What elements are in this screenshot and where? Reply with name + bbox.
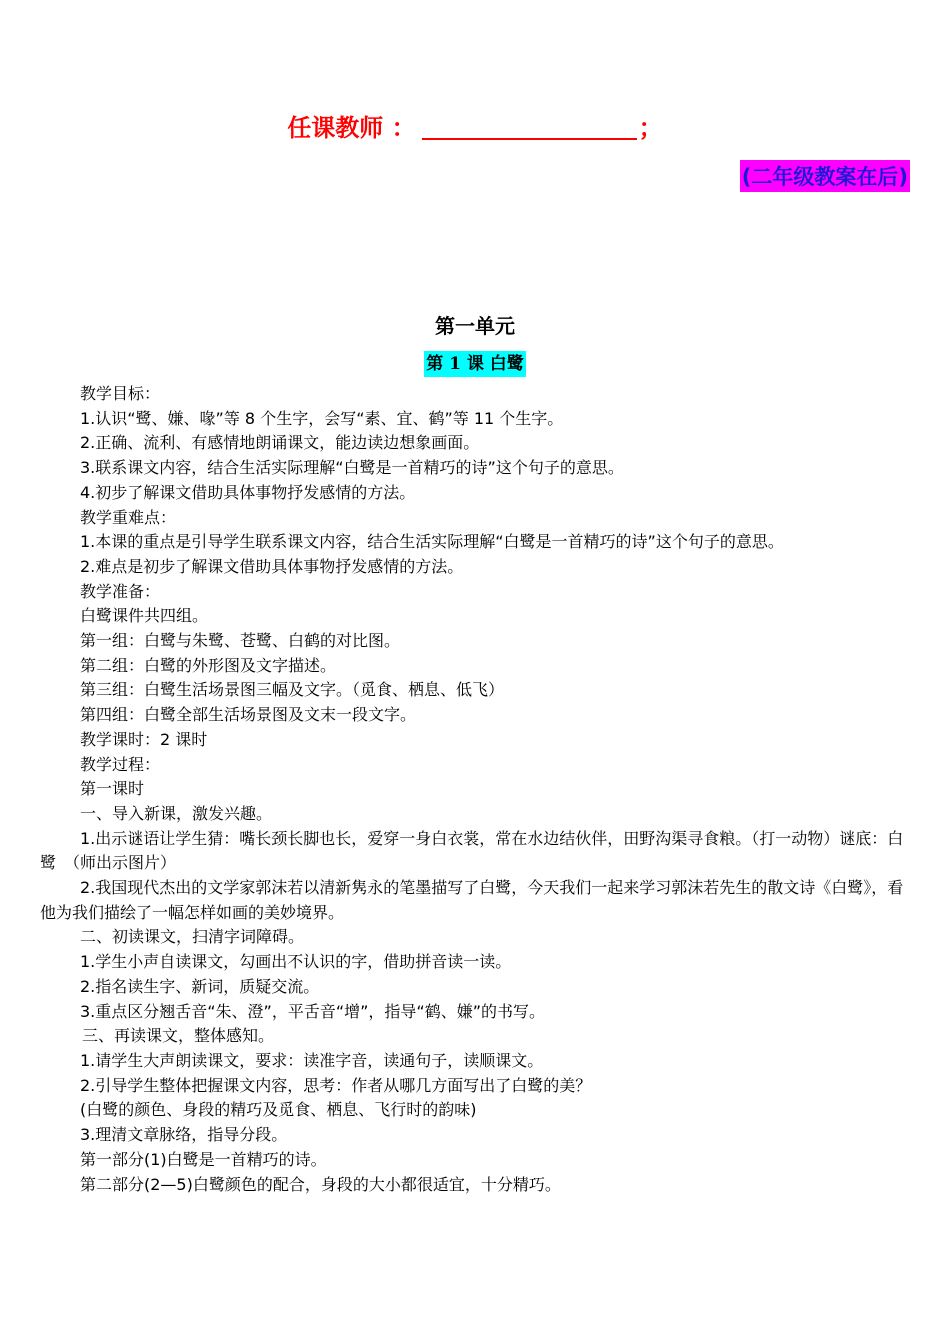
grade-note: (二年级教案在后) [740, 160, 910, 192]
paragraph: 三、再读课文，整体感知。 [82, 1026, 275, 1046]
paragraph: 一、导入新课，激发兴趣。 [80, 803, 273, 823]
paragraph: 教学过程： [80, 754, 161, 774]
paragraph: 1.请学生大声朗读课文，要求：读准字音，读通句子，读顺课文。 [80, 1050, 544, 1070]
lesson-title-wrap [0, 351, 950, 377]
paragraph: 第一部分(1)白鹭是一首精巧的诗。 [80, 1149, 327, 1169]
paragraph: 第二组：白鹭的外形图及文字描述。 [80, 655, 337, 675]
paragraph: 3.理清文章脉络，指导分段。 [80, 1125, 288, 1145]
paragraph: 2.引导学生整体把握课文内容，思考：作者从哪几方面写出了白鹭的美？ [80, 1075, 592, 1095]
paragraph: 第一组：白鹭与朱鹭、苍鹭、白鹤的对比图。 [80, 631, 401, 651]
paragraph: 白鹭课件共四组。 [80, 606, 209, 626]
paragraph: 第四组：白鹭全部生活场景图及文末一段文字。 [80, 705, 417, 725]
paragraph: 2.难点是初步了解课文借助具体事物抒发感情的方法。 [80, 556, 464, 576]
paragraph: 教学目标： [80, 384, 161, 403]
lesson-body [40, 382, 910, 1197]
paragraph: 第一课时 [80, 779, 145, 799]
paragraph: 1.认识“鹭、嫌、喙”等 8 个生字，会写“素、宜、鹤”等 11 个生字。 [80, 408, 564, 428]
lesson-title: 第 1 课 白鹭 [424, 351, 526, 377]
paragraph: 1.出示谜语让学生猜：嘴长颈长脚也长，爱穿一身白衣裳，常在水边结伙伴，田野沟渠寻食粮。（打一动物）谜底：白鹭 （师出示图片） [40, 828, 904, 873]
teacher-line-end: ； [638, 113, 663, 142]
paragraph: 第二部分(2—5)白鹭颜色的配合，身段的大小都很适宜，十分精巧。 [80, 1174, 561, 1194]
paragraph: 4.初步了解课文借助具体事物抒发感情的方法。 [80, 482, 416, 502]
paragraph: 1.学生小声自读课文，勾画出不认识的字，借助拼音读一读。 [80, 952, 512, 972]
paragraph: 2.正确、流利、有感情地朗诵课文，能边读边想象画面。 [80, 433, 480, 453]
teacher-line [0, 108, 950, 143]
paragraph: 3.联系课文内容，结合生活实际理解“白鹭是一首精巧的诗”这个句子的意思。 [80, 458, 624, 478]
paragraph: 第三组：白鹭生活场景图三幅及文字。（觅食、栖息、低飞） [80, 680, 505, 700]
paragraph: 2.指名读生字、新词，质疑交流。 [80, 976, 320, 996]
teacher-label: 任课教师 ： [287, 113, 416, 142]
paragraph: 教学重难点： [80, 507, 177, 527]
paragraph: 教学课时：2 课时 [80, 729, 208, 749]
paragraph: 1.本课的重点是引导学生联系课文内容，结合生活实际理解“白鹭是一首精巧的诗”这个句子的意思。 [80, 532, 784, 552]
teacher-name-blank [422, 112, 637, 140]
paragraph: 教学准备： [80, 581, 161, 601]
paragraph: 3.重点区分翘舌音“朱、澄”，平舌音“增”，指导“鹤、嫌”的书写。 [80, 1001, 546, 1021]
unit-title: 第一单元 [435, 314, 515, 338]
paragraph: 2.我国现代杰出的文学家郭沫若以清新隽永的笔墨描写了白鹭，今天我们一起来学习郭沫若先生的散文诗《白鹭》，看他为我们描绘了一幅怎样如画的美妙境界。 [40, 878, 904, 922]
paragraph: 二、初读课文，扫清字词障碍。 [80, 927, 305, 947]
paragraph: (白鹭的颜色、身段的精巧及觅食、栖息、飞行时的韵味) [80, 1100, 477, 1120]
